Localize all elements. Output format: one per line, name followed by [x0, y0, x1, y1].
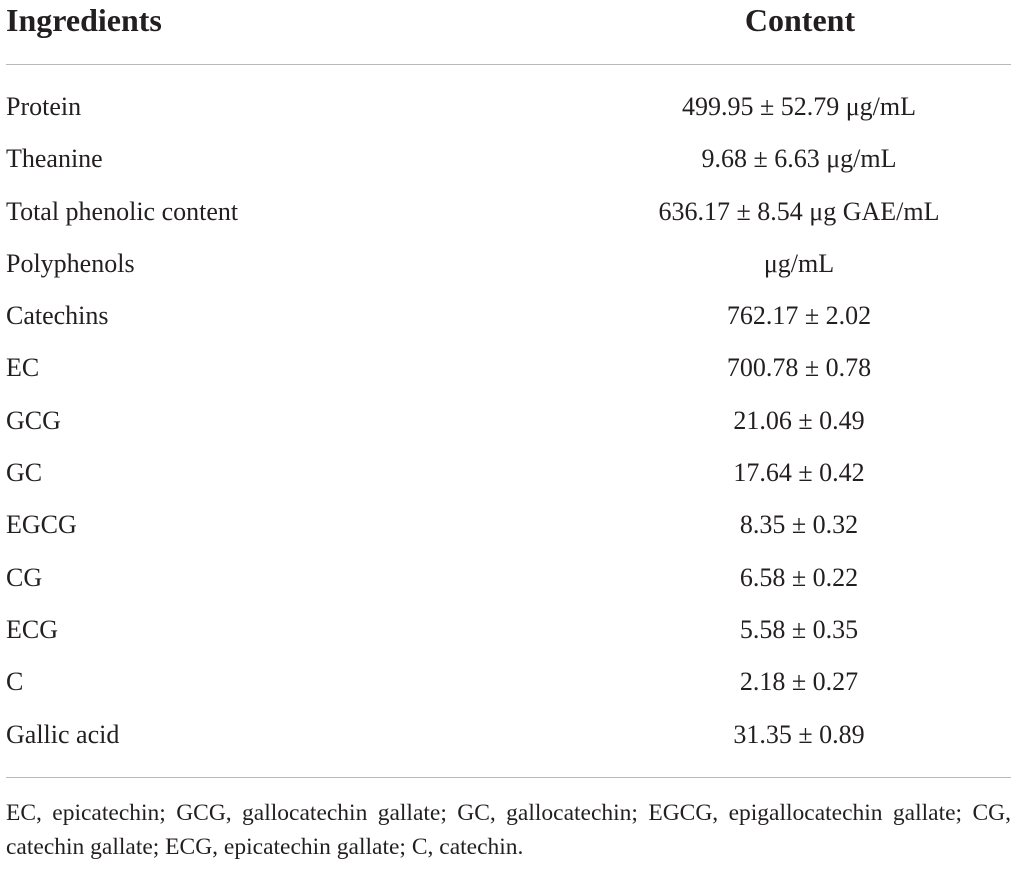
table-row — [0, 553, 1017, 605]
table-footnote: EC, epicatechin; GCG, gallocatechin gallate; GC, gallocatechin; EGCG, epigallocatechin gallate; CG, catechin gallate; ECG, epicatechin gallate; C, catechin. — [6, 800, 1011, 860]
table-row — [0, 396, 1017, 448]
table-body — [0, 82, 1017, 762]
content-cell: 700.78 ± 0.78 — [726, 353, 872, 383]
ingredient-cell: Polyphenols — [6, 248, 135, 278]
ingredient-cell: GCG — [6, 405, 61, 435]
table-row — [0, 657, 1017, 709]
table-row — [0, 343, 1017, 395]
table-row — [0, 500, 1017, 552]
content-cell: 636.17 ± 8.54 μg GAE/mL — [658, 196, 940, 226]
ingredient-cell: Total phenolic content — [6, 196, 239, 226]
footer-divider — [6, 777, 1011, 778]
content-cell: μg/mL — [763, 248, 835, 278]
content-cell: 2.18 ± 0.27 — [739, 667, 859, 697]
ingredient-cell: Protein — [6, 92, 82, 121]
ingredient-cell: Gallic acid — [6, 719, 120, 749]
ingredients-column-header: Ingredients — [6, 2, 162, 38]
ingredient-cell: GC — [6, 458, 43, 488]
table-row — [0, 82, 1017, 134]
content-column-header: Content — [744, 2, 856, 38]
content-cell: 8.35 ± 0.32 — [739, 510, 859, 540]
content-cell: 5.58 ± 0.35 — [739, 614, 859, 644]
table-row — [0, 239, 1017, 291]
table-row — [0, 710, 1017, 762]
ingredient-cell: Theanine — [6, 144, 103, 174]
header-divider — [6, 64, 1011, 65]
ingredient-cell: Catechins — [6, 301, 109, 331]
ingredient-cell: EGCG — [6, 510, 77, 540]
content-cell: 31.35 ± 0.89 — [733, 719, 865, 749]
table-header — [0, 0, 1017, 44]
table-row — [0, 134, 1017, 186]
content-cell: 9.68 ± 6.63 μg/mL — [701, 144, 897, 174]
ingredient-cell: C — [6, 667, 24, 697]
table-row — [0, 187, 1017, 239]
table-row — [0, 448, 1017, 500]
content-cell: 6.58 ± 0.22 — [739, 562, 859, 592]
ingredient-cell: ECG — [6, 614, 58, 644]
ingredient-cell: CG — [6, 562, 43, 592]
content-cell: 762.17 ± 2.02 — [726, 301, 872, 331]
table-row — [0, 605, 1017, 657]
table-row — [0, 291, 1017, 343]
content-cell: 21.06 ± 0.49 — [733, 405, 865, 435]
ingredient-cell: EC — [6, 353, 40, 383]
content-cell: 17.64 ± 0.42 — [733, 458, 865, 488]
content-cell: 499.95 ± 52.79 μg/mL — [681, 92, 917, 121]
